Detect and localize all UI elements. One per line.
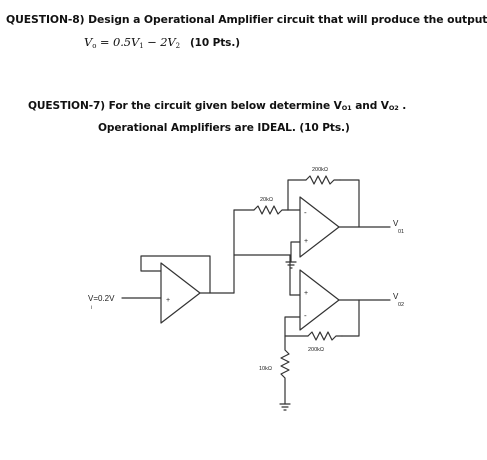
top-feedback-right-wire bbox=[340, 180, 359, 227]
bottom-amp-plus-sign: + bbox=[304, 290, 309, 297]
top-amp-minus-sign: - bbox=[304, 208, 307, 217]
resistor-20k-label: 20kΩ bbox=[260, 197, 273, 203]
input-voltage-label: V=0.2V bbox=[88, 294, 115, 303]
input-voltage-subscript: i bbox=[91, 305, 93, 311]
question-7-title: QUESTION-7) For the circuit given below determine VO1 and VO2 . bbox=[28, 100, 407, 112]
top-amp-plus-sign: + bbox=[304, 238, 309, 245]
bottom-amp-minus-sign: - bbox=[304, 311, 307, 320]
resistor-10k-label: 10kΩ bbox=[259, 366, 272, 372]
vo1-label: V bbox=[393, 219, 399, 228]
buffer-op-amp bbox=[161, 263, 200, 323]
bottom-op-amp bbox=[300, 270, 339, 330]
question-7-subtitle: Operational Amplifiers are IDEAL. (10 Pts.) bbox=[98, 122, 350, 134]
top-amp-ground-wire bbox=[291, 242, 300, 262]
eq-vo: $V_o = 0.5V_1 - 2V_2$ bbox=[84, 35, 180, 50]
buffer-plus-sign: + bbox=[166, 297, 171, 304]
resistor-200k-top bbox=[306, 176, 340, 184]
vo2-label: V bbox=[393, 292, 399, 301]
resistor-20k bbox=[254, 206, 288, 214]
vo2-subscript: 02 bbox=[398, 302, 405, 308]
vo1-subscript: 01 bbox=[398, 229, 405, 235]
resistor-200k-bottom-label: 200kΩ bbox=[308, 347, 325, 353]
bottom-feedback-right-wire bbox=[342, 300, 359, 336]
resistor-200k-top-label: 200kΩ bbox=[312, 167, 329, 173]
question-8-title: QUESTION-8) Design a Operational Amplifier circuit that will produce the output bbox=[6, 13, 487, 26]
resistor-10k bbox=[281, 336, 289, 404]
top-op-amp bbox=[300, 197, 339, 257]
resistor-200k-bottom bbox=[308, 332, 342, 340]
question-8-points: (10 Pts.) bbox=[189, 37, 240, 49]
bottom-amp-inverting-wire bbox=[285, 317, 300, 336]
top-feedback-left-wire bbox=[288, 180, 306, 210]
